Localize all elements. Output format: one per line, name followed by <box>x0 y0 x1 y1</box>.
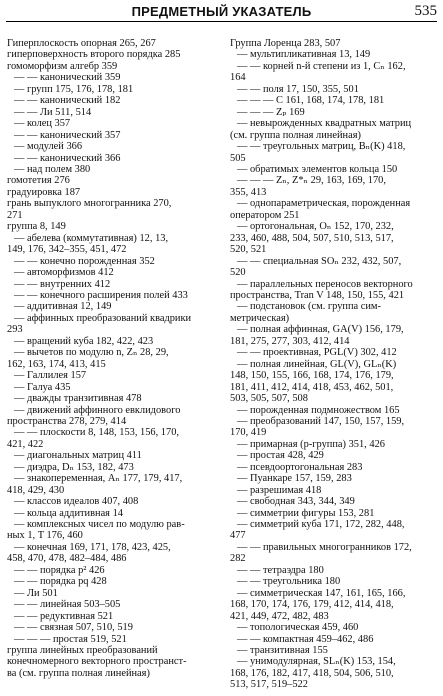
index-entry-line: — — канонический 357 <box>14 129 121 141</box>
index-entry-line: — обратимых элементов кольца 150 <box>237 163 398 175</box>
index-entry-line: — — компактная 459–462, 486 <box>237 633 374 645</box>
index-entry-line: градуировка 187 <box>7 186 81 198</box>
index-entry-line: Гиперплоскость опорная 265, 267 <box>7 38 156 49</box>
index-entry-line: конечномерного векторного пространст- <box>7 656 187 668</box>
index-entry-line: — — конечно порожденная 352 <box>14 255 155 267</box>
index-entry-line: 282 <box>230 553 246 565</box>
index-entry-line: — — канонический 359 <box>14 72 121 84</box>
index-entry-line: — знакопеременная, Aₙ 177, 179, 417, <box>14 473 183 485</box>
index-entry-line: пространства 278, 279, 414 <box>7 415 127 427</box>
index-entry-line: — — — Zₚ 169 <box>237 106 305 118</box>
index-entry-line: — аффинных преобразований квадрики <box>14 312 192 324</box>
index-entry-line: — ортогональная, Oₙ 152, 170, 232, <box>237 221 394 233</box>
index-entry-line: — — тетраэдра 180 <box>237 564 324 576</box>
index-entry-line: — аддитивная 12, 149 <box>14 301 112 313</box>
index-entry-line: гиперповерхность второго порядка 285 <box>7 49 181 61</box>
index-entry-line: — — корней n-й степени из 1, Cₙ 162, <box>237 60 406 72</box>
index-entry-line: — — специальная SOₙ 232, 432, 507, <box>237 255 402 267</box>
index-entry-line: — — поля 17, 150, 355, 501 <box>237 83 359 95</box>
index-entry-line: — симметрии фигуры 153, 281 <box>237 507 375 519</box>
index-entry-line: — простая 428, 429 <box>237 450 324 462</box>
index-entry-line: 181, 411, 412, 414, 418, 453, 462, 501, <box>230 381 394 393</box>
index-entry-line: — примарная (p-группа) 351, 426 <box>237 438 385 450</box>
index-entry-line: — — треугольных матриц, Bₙ(K) 418, <box>237 141 406 153</box>
index-entry-line: — порожденная подмножеством 165 <box>237 404 400 416</box>
index-entry-line: — симметрий куба 171, 172, 282, 448, <box>237 519 405 531</box>
index-entry-line: группа 8, 149 <box>7 221 66 233</box>
index-entry-line: метрическая) <box>230 312 290 324</box>
index-entry-line: 505 <box>230 152 246 164</box>
index-entry-line: 513, 517, 519–522 <box>230 679 308 691</box>
index-entry-line: — — линейная 503–505 <box>14 599 121 611</box>
index-entry-line: 421, 422 <box>7 438 44 450</box>
index-entry-line: гомотетия 276 <box>7 175 70 187</box>
index-entry-line: — — канонический 182 <box>14 95 121 107</box>
index-entry-line: — над полем 380 <box>14 163 91 175</box>
index-entry-line: — — редуктивная 521 <box>14 610 114 622</box>
index-entry-line: — дважды транзитивная 478 <box>14 393 142 405</box>
index-entry-line: — кольца аддитивная 14 <box>14 507 123 519</box>
page-number: 535 <box>414 3 437 19</box>
index-entry-line: — псевдоортогональная 283 <box>237 461 363 473</box>
right-column <box>230 38 438 691</box>
index-entry-line: 503, 505, 507, 508 <box>230 393 308 405</box>
index-entry-line: — — треугольника 180 <box>237 576 341 588</box>
index-entry-line: 168, 176, 182, 417, 418, 504, 506, 510, <box>230 667 394 679</box>
index-entry-line: — абелева (коммутативная) 12, 13, <box>14 232 169 244</box>
index-entry-line: — вычетов по модулю n, Zₙ 28, 29, <box>14 347 169 359</box>
index-entry-line: — — порядка pq 428 <box>14 576 107 588</box>
page-title: ПРЕДМЕТНЫЙ УКАЗАТЕЛЬ <box>131 4 312 19</box>
index-entry-line: — — внутренних 412 <box>14 278 111 290</box>
index-entry-line: — автоморфизмов 412 <box>14 267 114 279</box>
index-entry-line: 148, 150, 155, 166, 168, 174, 176, 179, <box>230 370 394 382</box>
index-entry-line: — — канонический 366 <box>14 152 121 164</box>
index-entry-line: — — связная 507, 510, 519 <box>14 622 133 634</box>
index-entry-line: 520 <box>230 267 246 279</box>
index-entry-line: 355, 413 <box>230 186 267 198</box>
index-entry-line: — — — простая 519, 521 <box>14 633 127 645</box>
left-column <box>7 38 217 679</box>
index-entry-line: — колец 357 <box>14 118 71 130</box>
index-entry-line: 271 <box>7 209 23 221</box>
index-entry-line: — диагональных матриц 411 <box>14 450 142 462</box>
index-entry-line: ных 1, T 176, 460 <box>7 530 83 542</box>
index-entry-line: 233, 460, 488, 504, 507, 510, 513, 517, <box>230 232 394 244</box>
index-entry-line: — невырожденных квадратных матриц <box>237 118 412 130</box>
index-entry-line: — — порядка p² 426 <box>14 564 105 576</box>
index-entry-line: — свободная 343, 344, 349 <box>237 496 355 508</box>
index-entry-line: 520, 521 <box>230 244 267 256</box>
index-entry-line: (см. группа полная линейная) <box>230 129 361 141</box>
index-entry-line: 477 <box>230 530 246 542</box>
index-entry-line: — унимодулярная, SLₙ(K) 153, 154, <box>237 656 396 668</box>
index-entry-line: — — Ли 511, 514 <box>14 106 92 118</box>
index-entry-line: — подстановок (см. группа сим- <box>237 301 381 313</box>
index-entry-line: — модулей 366 <box>14 141 83 153</box>
index-entry-line: — классов идеалов 407, 408 <box>14 496 139 508</box>
index-entry-line: — разрешимая 418 <box>237 484 322 496</box>
index-entry-line: — комплексных чисел по модулю рав- <box>14 519 185 531</box>
index-entry-line: Группа Лоренца 283, 507 <box>230 38 341 49</box>
index-entry-line: гомоморфизм алгебр 359 <box>7 60 118 72</box>
index-entry-line: — Ли 501 <box>14 587 58 599</box>
index-entry-line: — — правильных многогранников 172, <box>237 541 412 553</box>
index-entry-line: — конечная 169, 171, 178, 423, 425, <box>14 541 171 553</box>
index-entry-line: — Галуа 435 <box>14 381 71 393</box>
index-entry-line: 458, 470, 478, 482–484, 486 <box>7 553 127 565</box>
index-entry-line: пространства, Tran V 148, 150, 155, 421 <box>230 289 405 301</box>
index-entry-line: — параллельных переносов векторного <box>237 278 413 290</box>
index-entry-line: группа линейных преобразований <box>7 645 158 657</box>
index-entry-line: 170, 419 <box>230 427 267 439</box>
index-entry-line: — — конечного расширения полей 433 <box>14 289 188 301</box>
page-header <box>6 3 437 22</box>
index-entry-line: — — проективная, PGL(V) 302, 412 <box>237 347 397 359</box>
index-entry-line: — групп 175, 176, 178, 181 <box>14 83 134 95</box>
index-entry-line: — мультипликативная 13, 149 <box>237 49 371 61</box>
index-entry-line: — — — Zₙ, Z*ₙ 29, 163, 169, 170, <box>237 175 386 187</box>
index-entry-line: оператором 251 <box>230 209 300 221</box>
index-entry-line: 418, 429, 430 <box>7 484 65 496</box>
index-entry-line: — вращений куба 182, 422, 423 <box>14 335 154 347</box>
index-entry-line: — транзитивная 155 <box>237 645 328 657</box>
index-entry-line: — полная линейная, GL(V), GLₙ(K) <box>237 358 397 370</box>
index-entry-line: — однопараметрическая, порожденная <box>237 198 411 210</box>
index-entry-line: — — плоскости 8, 148, 153, 156, 170, <box>14 427 179 439</box>
index-entry-line: 162, 163, 174, 413, 415 <box>7 358 106 370</box>
index-entry-line: — движений аффинного евклидового <box>14 404 181 416</box>
index-entry-line: 181, 275, 277, 303, 412, 414 <box>230 335 350 347</box>
index-entry-line: — Пуанкаре 157, 159, 283 <box>237 473 352 485</box>
index-entry-line: — Галлилея 157 <box>14 370 87 382</box>
index-entry-line: 149, 176, 342–355, 451, 472 <box>7 244 127 256</box>
index-entry-line: 293 <box>7 324 23 336</box>
index-entry-line: — преобразований 147, 150, 157, 159, <box>237 415 405 427</box>
index-entry-line: — — — C 161, 168, 174, 178, 181 <box>237 95 385 107</box>
index-entry-line: — диэдра, Dₙ 153, 182, 473 <box>14 461 134 473</box>
index-entry-line: — топологическая 459, 460 <box>237 622 359 634</box>
index-entry-line: 164 <box>230 72 246 84</box>
index-entry-line: — симметрическая 147, 161, 165, 166, <box>237 587 406 599</box>
index-entry-line: — полная аффинная, GA(V) 156, 179, <box>237 324 404 336</box>
index-entry-line: 168, 170, 174, 176, 179, 412, 414, 418, <box>230 599 394 611</box>
index-entry-line: грань выпуклого многогранника 270, <box>7 198 172 210</box>
index-entry-line: 421, 449, 472, 482, 483 <box>230 610 329 622</box>
index-entry-line: ва (см. группа полная линейная) <box>7 667 150 679</box>
